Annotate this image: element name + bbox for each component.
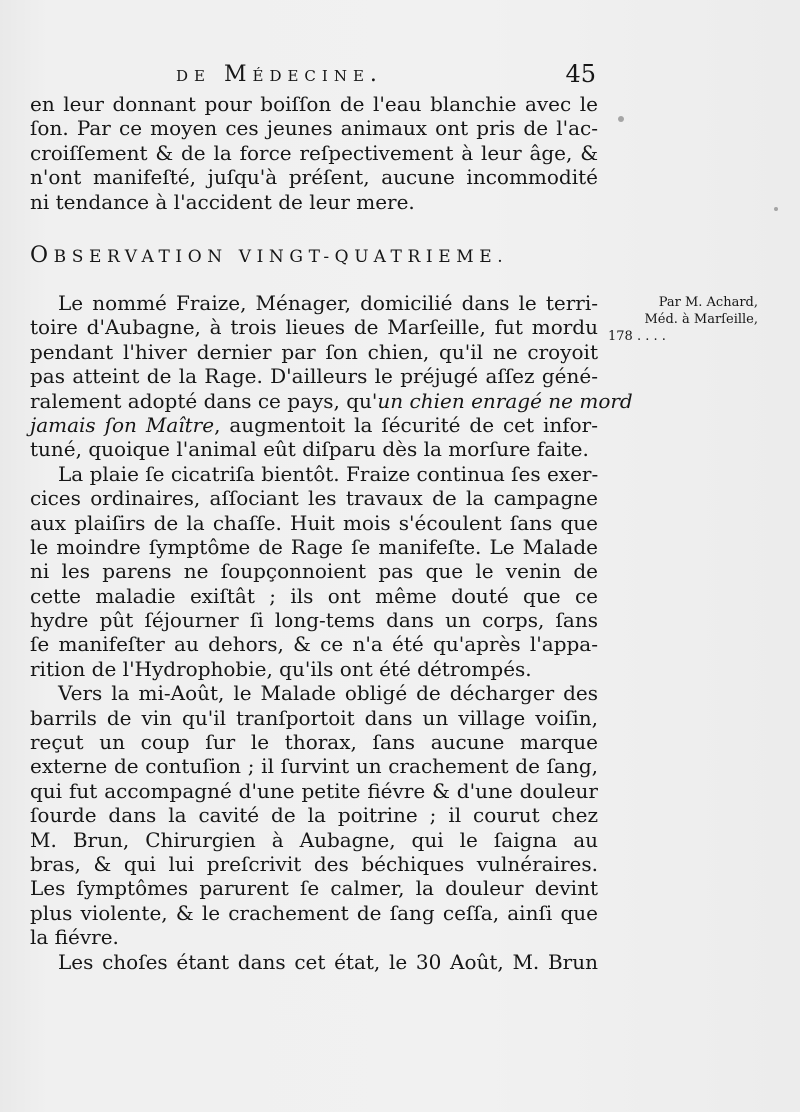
- text-line: La plaie ſe cicatriſa bientôt. Fraize continua ſes exer-: [58, 461, 599, 486]
- text-line: n'ont manifeſté, juſqu'à préſent, aucune incommodité: [30, 165, 598, 190]
- text-line: Les choſes étant dans cet état, le 30 Août, M. Brun: [58, 949, 598, 974]
- text-line: Le nommé Fraize, Ménager, domicilié dans le terri-: [58, 291, 598, 315]
- text-line: pas atteint de la Rage. D'ailleurs le préjugé aſſez géné-: [30, 364, 598, 389]
- text-line: en leur donnant pour boiſſon de l'eau blanchie avec le: [30, 92, 598, 116]
- text-line: le moindre ſymptôme de Rage ſe manifeſte. Le Malade: [30, 534, 598, 559]
- text-line: barrils de vin qu'il tranſportoit dans un village voiſin,: [30, 705, 598, 730]
- text-line: cette maladie exiſtât ; ils ont même douté que ce: [30, 583, 598, 608]
- first-paragraph: [30, 92, 598, 214]
- text-segment: , augmentoit la ſécurité de cet infor-: [214, 412, 598, 437]
- marginal-note-line: 178 . . . .: [608, 329, 666, 344]
- text-line: qui fut accompagné d'une petite fiévre & d'une douleur: [30, 778, 598, 803]
- text-line: toire d'Aubagne, à trois lieues de Marſeille, fut mordu: [30, 315, 598, 340]
- text-line: hydre pût ſéjourner ſi long-tems dans un corps, ſans: [30, 608, 598, 633]
- text-line: la fiévre.: [30, 925, 119, 950]
- page-number: 45: [565, 60, 596, 88]
- text-line: plus violente, & le crachement de ſang ceſſa, ainſi que: [30, 900, 598, 925]
- italic-segment: un chien enragé ne mord: [377, 388, 633, 413]
- marginal-note: [608, 294, 758, 345]
- paper-speck: [774, 207, 778, 211]
- text-line: reçut un coup ſur le thorax, ſans aucune marque: [30, 730, 598, 755]
- text-line: externe de contuſion ; il ſurvint un crachement de ſang,: [30, 754, 598, 779]
- text-line: croiſſement & de la force reſpectivement à leur âge, &: [30, 140, 598, 165]
- text-line: Les ſymptômes parurent ſe calmer, la douleur devint: [30, 876, 598, 901]
- text-line: bras, & qui lui preſcrivit des béchiques vulnéraires.: [30, 851, 598, 876]
- observation-body: [30, 291, 633, 974]
- marginal-note-line: Par M. Achard,: [658, 295, 758, 310]
- text-line: ſon. Par ce moyen ces jeunes animaux ont pris de l'ac-: [30, 116, 598, 141]
- text-line: tuné, quoique l'animal eût diſparu dès la morſure faite.: [30, 437, 589, 462]
- text-line: rition de l'Hydrophobie, qu'ils ont été détrompés.: [30, 656, 532, 681]
- text-line: ni tendance à l'accident de leur mere.: [30, 189, 415, 214]
- text-segment: ralement adopté dans ce pays, qu': [30, 388, 378, 413]
- text-line: [30, 388, 633, 413]
- section-heading: [30, 243, 560, 273]
- text-line: ni les parens ne ſoupçonnoient pas que le venin de: [30, 559, 598, 584]
- text-line: [30, 413, 598, 437]
- italic-segment: jamais ſon Maître: [30, 412, 215, 437]
- text-line: M. Brun, Chirurgien à Aubagne, qui le ſaigna au: [30, 827, 598, 852]
- text-line: pendant l'hiver dernier par ſon chien, qu'il ne croyoit: [30, 339, 598, 364]
- heading-rest: BSERVATION VINGT-QUATRIEME.: [53, 247, 509, 267]
- running-head-title: de Médecine.: [176, 62, 383, 87]
- text-line: Vers la mi-Août, le Malade obligé de décharger des: [58, 681, 598, 706]
- text-line: ſe manifeſter au dehors, & ce n'a été qu'après l'appa-: [30, 632, 598, 657]
- paper-speck: [618, 116, 624, 122]
- text-line: cices ordinaires, aſſociant les travaux de la campagne: [30, 486, 598, 511]
- marginal-note-line: Méd. à Marſeille,: [644, 312, 758, 327]
- heading-initial: O: [30, 243, 54, 268]
- text-line: ſourde dans la cavité de la poitrine ; il courut chez: [30, 803, 598, 828]
- text-line: aux plaiſirs de la chaſſe. Huit mois s'écoulent ſans que: [30, 510, 598, 535]
